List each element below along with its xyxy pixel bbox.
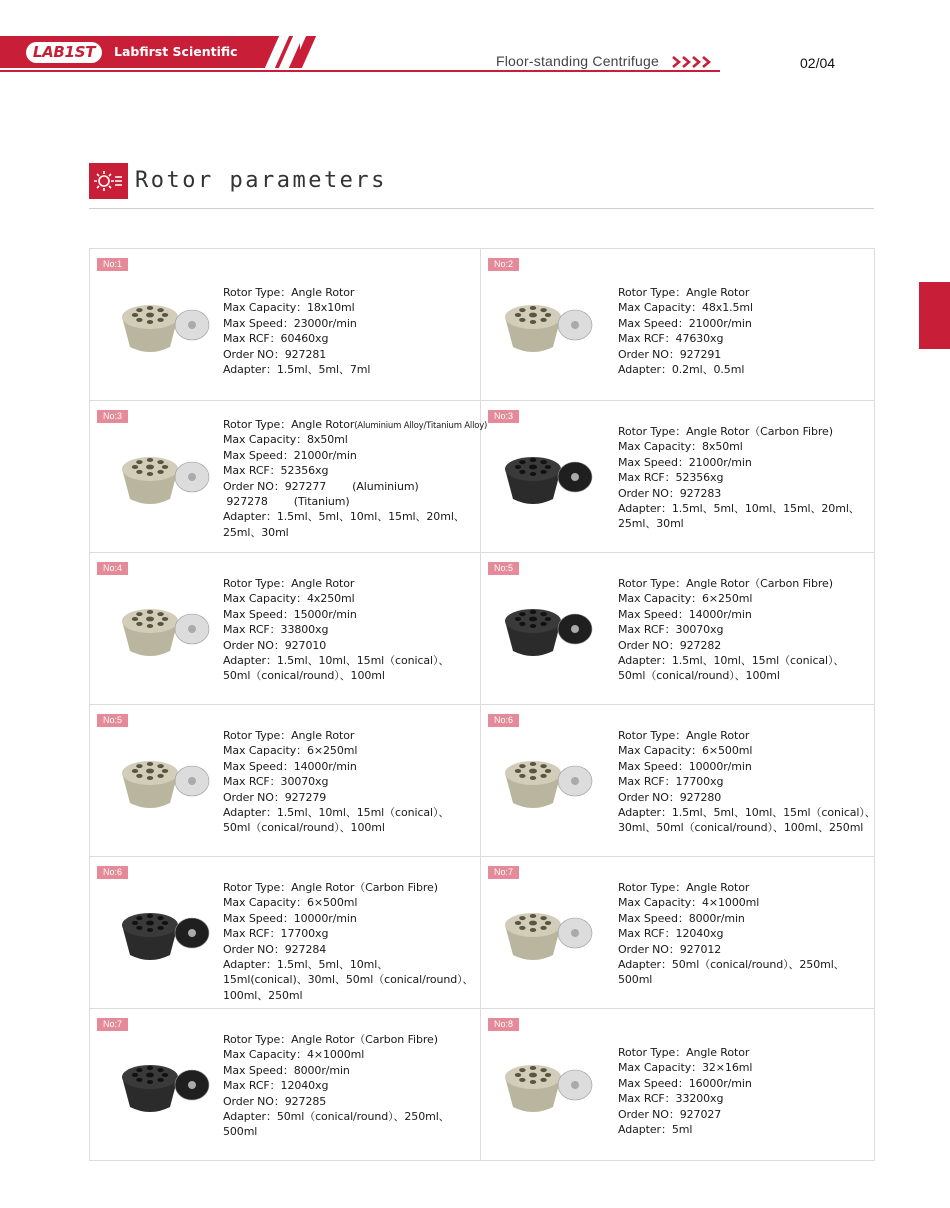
spec-line: Order NO：927283 bbox=[618, 486, 722, 500]
spec-line: Rotor Type：Angle Rotor bbox=[618, 729, 750, 742]
spec-line: Max RCF：52356xg bbox=[223, 464, 329, 478]
rotor-number-badge: No:8 bbox=[488, 1018, 519, 1031]
rotor-image bbox=[112, 439, 212, 513]
rotor-cell bbox=[481, 1009, 875, 1161]
spec-line: 15ml(conical)、30ml、50ml（conical/round）、 bbox=[223, 973, 474, 987]
rotor-specs bbox=[223, 285, 370, 377]
rotor-image bbox=[495, 895, 595, 969]
spec-line: Max Capacity：8x50ml bbox=[618, 440, 743, 454]
rotor-table bbox=[89, 248, 875, 1161]
rotor-specs bbox=[618, 880, 845, 988]
spec-line: 927278 (Titanium) bbox=[223, 494, 350, 508]
rotor-specs bbox=[223, 1032, 450, 1140]
rotor-number-badge: No:3 bbox=[97, 410, 128, 423]
rotor-specs bbox=[618, 1045, 752, 1137]
rotor-image bbox=[112, 287, 212, 361]
spec-line: Max Speed：8000r/min bbox=[223, 1063, 350, 1077]
spec-line: Rotor Type：Angle Rotor bbox=[223, 577, 355, 590]
spec-line: Rotor Type：Angle Rotor bbox=[618, 1046, 750, 1059]
spec-line: Max Capacity：4×1000ml bbox=[223, 1048, 365, 1062]
spec-line: Max Speed：10000r/min bbox=[223, 911, 357, 925]
spec-line: Max Capacity：6×250ml bbox=[618, 592, 753, 606]
spec-line: Order NO：927281 bbox=[223, 347, 327, 361]
rotor-cell bbox=[481, 249, 875, 401]
spec-line: Max Speed：21000r/min bbox=[618, 316, 752, 330]
spec-line: Adapter：0.2ml、0.5ml bbox=[618, 362, 745, 376]
rotor-number-badge: No:3 bbox=[488, 410, 519, 423]
rotor-image bbox=[112, 895, 212, 969]
spec-line: Max Capacity：6×500ml bbox=[223, 896, 358, 910]
spec-line: Max Speed：14000r/min bbox=[223, 759, 357, 773]
spec-line: Max RCF：30070xg bbox=[223, 775, 329, 789]
spec-line: Rotor Type：Angle Rotor bbox=[223, 286, 355, 299]
brand-logo[interactable]: LAB1ST bbox=[26, 42, 102, 63]
spec-line: Adapter：1.5ml、5ml、10ml、15ml、20ml、 bbox=[618, 501, 860, 515]
rotor-cell bbox=[90, 705, 481, 857]
section-divider bbox=[89, 208, 874, 209]
spec-line: Max RCF：12040xg bbox=[618, 927, 724, 941]
rotor-number-badge: No:7 bbox=[488, 866, 519, 879]
spec-line: Max Capacity：4×1000ml bbox=[618, 896, 760, 910]
spec-line: Max Speed：14000r/min bbox=[618, 607, 752, 621]
spec-line: 25ml、30ml bbox=[618, 517, 684, 531]
spec-line: 50ml（conical/round）、100ml bbox=[223, 821, 385, 835]
spec-line: Max RCF：17700xg bbox=[618, 775, 724, 789]
spec-line: Max Capacity：18x10ml bbox=[223, 301, 355, 315]
rotor-specs bbox=[223, 417, 487, 540]
rotor-image bbox=[112, 591, 212, 665]
spec-line: Order NO：927010 bbox=[223, 638, 327, 652]
spec-line: Rotor Type：Angle Rotor（Carbon Fibre) bbox=[223, 1033, 438, 1046]
rotor-cell bbox=[481, 401, 875, 553]
spec-line: Max RCF：60460xg bbox=[223, 332, 329, 346]
rotor-number-badge: No:4 bbox=[97, 562, 128, 575]
spec-line: 30ml、50ml（conical/round）、100ml、250ml bbox=[618, 821, 864, 835]
side-tab[interactable] bbox=[919, 282, 950, 349]
spec-line: Rotor Type：Angle Rotor（Carbon Fibre) bbox=[618, 425, 833, 438]
rotor-cell bbox=[481, 553, 875, 705]
rotor-specs bbox=[618, 728, 876, 836]
spec-line: Rotor Type：Angle Rotor（Carbon Fibre) bbox=[223, 881, 438, 894]
rotor-number-badge: No:1 bbox=[97, 258, 128, 271]
spec-line: Max Speed：10000r/min bbox=[618, 759, 752, 773]
gear-list-icon bbox=[89, 163, 128, 199]
spec-line: Order NO：927279 bbox=[223, 790, 327, 804]
rotor-number-badge: No:6 bbox=[488, 714, 519, 727]
rotor-cell bbox=[481, 705, 875, 857]
spec-line: Rotor Type：Angle Rotor(Aluminium Alloy/Titanium Alloy) bbox=[223, 418, 488, 431]
spec-line: Max RCF：30070xg bbox=[618, 623, 724, 637]
spec-line: Max RCF：47630xg bbox=[618, 332, 724, 346]
spec-line: Rotor Type：Angle Rotor bbox=[223, 729, 355, 742]
spec-line: Adapter：1.5ml、10ml、15ml（conical）、 bbox=[223, 653, 450, 667]
spec-line: Order NO：927285 bbox=[223, 1094, 327, 1108]
rotor-specs bbox=[618, 424, 860, 532]
rotor-cell bbox=[90, 857, 481, 1009]
spec-line: Order NO：927282 bbox=[618, 638, 722, 652]
spec-line: Order NO：927284 bbox=[223, 942, 327, 956]
rotor-number-badge: No:5 bbox=[97, 714, 128, 727]
spec-line: 500ml bbox=[618, 973, 653, 987]
spec-line: Max Capacity：6×500ml bbox=[618, 744, 753, 758]
rotor-specs bbox=[618, 576, 844, 684]
rotor-image bbox=[112, 1047, 212, 1121]
spec-line: Adapter：1.5ml、5ml、10ml、 bbox=[223, 957, 389, 971]
rotor-number-badge: No:5 bbox=[488, 562, 519, 575]
section-icon bbox=[89, 163, 128, 199]
rotor-image bbox=[495, 287, 595, 361]
spec-line: Max Speed：8000r/min bbox=[618, 911, 745, 925]
spec-line: Order NO：927277 (Aluminium) bbox=[223, 479, 419, 493]
spec-line: Order NO：927027 bbox=[618, 1107, 722, 1121]
document-title: Floor-standing Centrifuge bbox=[496, 53, 659, 69]
rotor-image bbox=[495, 591, 595, 665]
spec-line: Max Speed：23000r/min bbox=[223, 316, 357, 330]
spec-line: Order NO：927280 bbox=[618, 790, 722, 804]
spec-line: Max RCF：12040xg bbox=[223, 1079, 329, 1093]
spec-line: Max Capacity：4x250ml bbox=[223, 592, 355, 606]
spec-line: Max Speed：15000r/min bbox=[223, 607, 357, 621]
rotor-number-badge: No:6 bbox=[97, 866, 128, 879]
rotor-image bbox=[112, 743, 212, 817]
spec-line: Rotor Type：Angle Rotor bbox=[618, 286, 750, 299]
rotor-cell bbox=[90, 249, 481, 401]
spec-line: Order NO：927012 bbox=[618, 942, 722, 956]
rotor-specs bbox=[223, 728, 449, 836]
spec-line: Max Speed：16000r/min bbox=[618, 1076, 752, 1090]
spec-line: Max RCF：33800xg bbox=[223, 623, 329, 637]
spec-line: Max Capacity：6×250ml bbox=[223, 744, 358, 758]
spec-line: Max RCF：17700xg bbox=[223, 927, 329, 941]
spec-line: Adapter：5ml bbox=[618, 1122, 693, 1136]
spec-line: Rotor Type：Angle Rotor bbox=[618, 881, 750, 894]
spec-line: Adapter：1.5ml、5ml、10ml、15ml（conical）、 bbox=[618, 805, 876, 819]
header-rule bbox=[0, 70, 720, 72]
rotor-specs bbox=[223, 880, 473, 1003]
rotor-number-badge: No:7 bbox=[97, 1018, 128, 1031]
spec-line: 100ml、250ml bbox=[223, 988, 303, 1002]
rotor-cell bbox=[90, 1009, 481, 1161]
page-number: 02/04 bbox=[800, 55, 836, 71]
spec-line: 500ml bbox=[223, 1125, 258, 1139]
rotor-image bbox=[495, 743, 595, 817]
spec-line: Rotor Type：Angle Rotor（Carbon Fibre) bbox=[618, 577, 833, 590]
spec-line: Max RCF：33200xg bbox=[618, 1092, 724, 1106]
spec-line: Adapter：1.5ml、10ml、15ml（conical）、 bbox=[618, 653, 845, 667]
spec-line: 25ml、30ml bbox=[223, 525, 289, 539]
brand-name: Labfirst Scientific bbox=[114, 44, 238, 59]
spec-line: Adapter：1.5ml、5ml、7ml bbox=[223, 362, 371, 376]
spec-line: 50ml（conical/round）、100ml bbox=[618, 669, 780, 683]
rotor-image bbox=[495, 1047, 595, 1121]
spec-line: Max Capacity：8x50ml bbox=[223, 433, 348, 447]
spec-line: Adapter：50ml（conical/round）、250ml、 bbox=[618, 957, 845, 971]
spec-line: Max Speed：21000r/min bbox=[223, 448, 357, 462]
spec-line: Max Capacity：48x1.5ml bbox=[618, 301, 753, 315]
spec-line: Max RCF：52356xg bbox=[618, 471, 724, 485]
section-title: Rotor parameters bbox=[135, 168, 387, 193]
rotor-image bbox=[495, 439, 595, 513]
rotor-cell bbox=[90, 401, 488, 553]
rotor-cell bbox=[481, 857, 875, 1009]
spec-line: 50ml（conical/round）、100ml bbox=[223, 669, 385, 683]
chevrons-right-icon bbox=[671, 55, 715, 69]
rotor-specs bbox=[223, 576, 449, 684]
spec-line: Adapter：1.5ml、10ml、15ml（conical）、 bbox=[223, 805, 450, 819]
rotor-specs bbox=[618, 285, 753, 377]
rotor-number-badge: No:2 bbox=[488, 258, 519, 271]
spec-line: Max Capacity：32×16ml bbox=[618, 1061, 753, 1075]
spec-line: Adapter：1.5ml、5ml、10ml、15ml、20ml、 bbox=[223, 510, 465, 524]
spec-line: Adapter：50ml（conical/round）、250ml、 bbox=[223, 1109, 450, 1123]
rotor-cell bbox=[90, 553, 481, 705]
spec-line: Order NO：927291 bbox=[618, 347, 722, 361]
spec-line: Max Speed：21000r/min bbox=[618, 455, 752, 469]
